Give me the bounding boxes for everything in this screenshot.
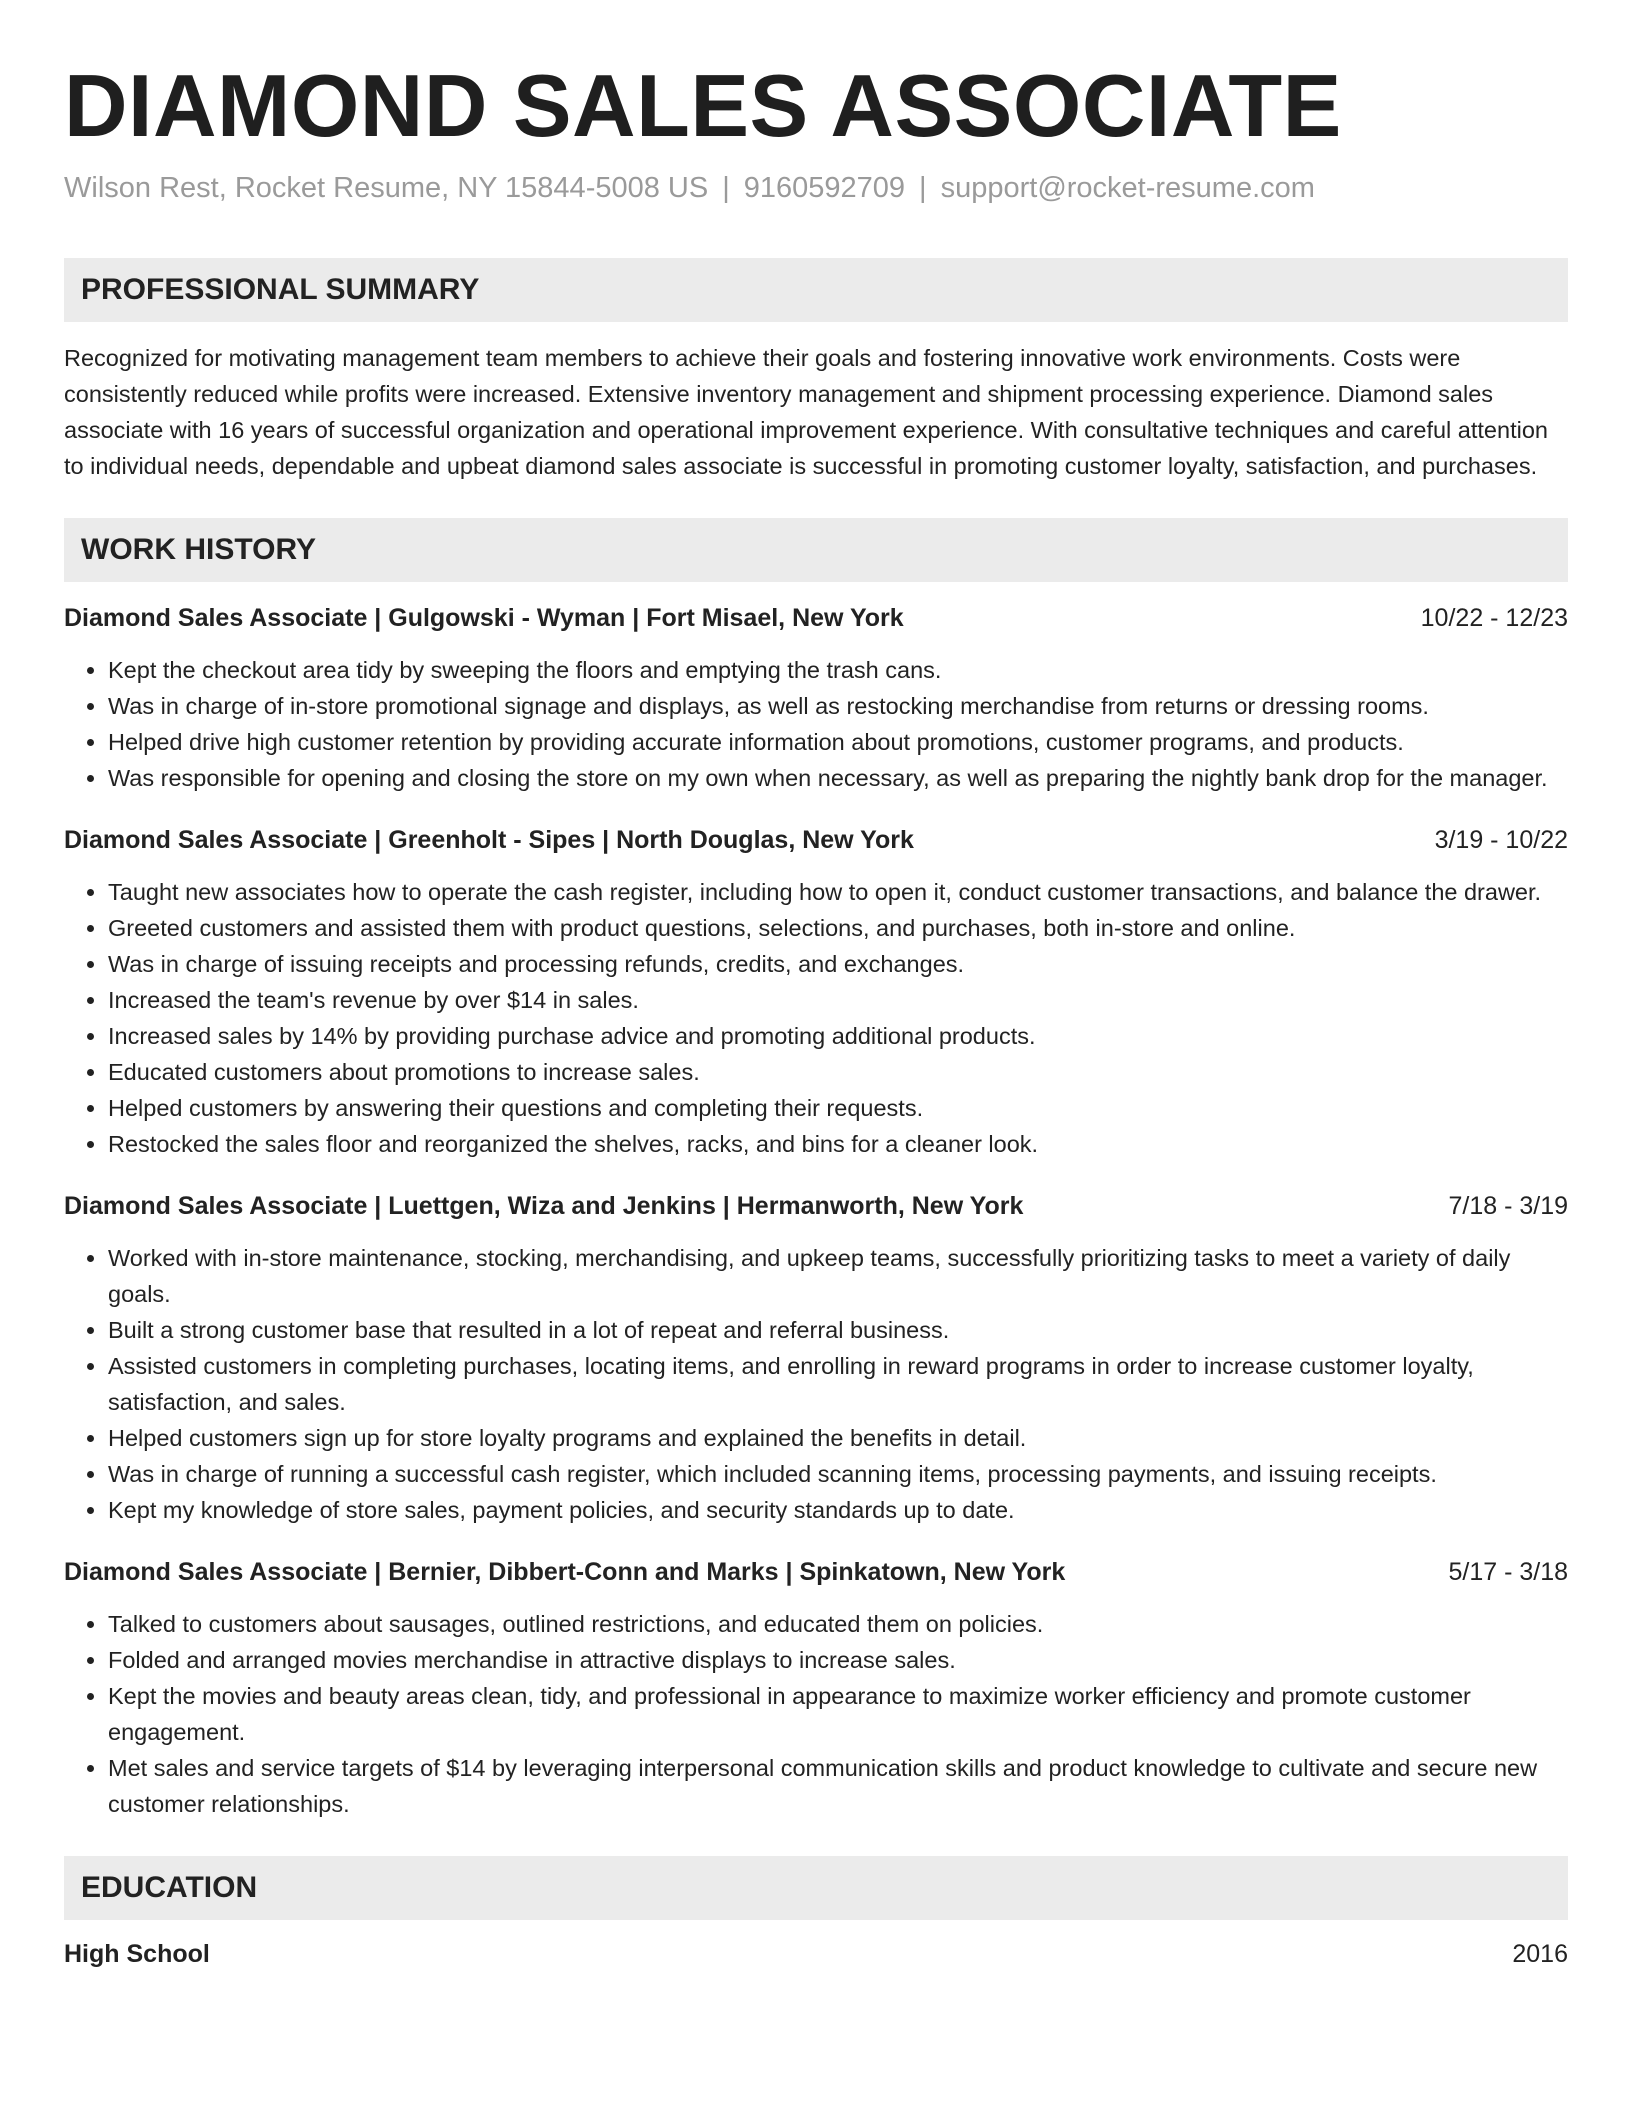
contact-phone: 9160592709	[743, 172, 906, 205]
job-bullet: • Was in charge of issuing receipts and processing refunds, credits, and exchanges.	[108, 946, 1568, 982]
job-dates: 5/17 - 3/18	[1448, 1557, 1568, 1586]
job-bullet: • Assisted customers in completing purchases, locating items, and enrolling in reward programs in order to increase customer loyalty, satisfaction, and sales.	[108, 1348, 1568, 1420]
job-title: Diamond Sales Associate | Luettgen, Wiza and Jenkins | Hermanworth, New York	[64, 1191, 1024, 1220]
job-entry	[64, 1554, 1568, 1822]
job-bullet: • Increased sales by 14% by providing purchase advice and promoting additional products.	[108, 1018, 1568, 1054]
education-year: 2016	[1512, 1939, 1568, 1968]
job-bullet: • Talked to customers about sausages, outlined restrictions, and educated them on policies.	[108, 1606, 1568, 1642]
contact-address: Wilson Rest, Rocket Resume, NY 15844-5008 US	[64, 172, 709, 205]
job-bullet: • Increased the team's revenue by over $14 in sales.	[108, 982, 1568, 1018]
job-dates: 10/22 - 12/23	[1420, 603, 1568, 632]
job-bullet: • Restocked the sales floor and reorganized the shelves, racks, and bins for a cleaner look.	[108, 1126, 1568, 1162]
section-header-work-history: WORK HISTORY	[64, 518, 1568, 582]
job-bullet: • Helped customers sign up for store loyalty programs and explained the benefits in detail.	[108, 1420, 1568, 1456]
job-bullet: • Kept the movies and beauty areas clean, tidy, and professional in appearance to maximize worker efficiency and promote customer engagement.	[108, 1678, 1568, 1750]
job-header	[64, 1554, 1568, 1590]
job-bullet: • Folded and arranged movies merchandise in attractive displays to increase sales.	[108, 1642, 1568, 1678]
education-title: High School	[64, 1939, 210, 1968]
education-entry	[64, 1936, 1568, 1972]
resume-title: DIAMOND SALES ASSOCIATE	[64, 56, 1342, 155]
contact-separator: |	[919, 172, 927, 205]
job-bullet: • Was in charge of running a successful cash register, which included scanning items, processing payments, and issuing receipts.	[108, 1456, 1568, 1492]
job-bullet: • Greeted customers and assisted them with product questions, selections, and purchases, both in-store and online.	[108, 910, 1568, 946]
job-bullet: • Built a strong customer base that resulted in a lot of repeat and referral business.	[108, 1312, 1568, 1348]
summary-text: Recognized for motivating management team members to achieve their goals and fostering innovative work environments. Costs were consistently reduced while profits were increased. Extensive inventory management and shipment processing experience. Diamond sales associate with 16 years of successful organization and operational improvement experience. With consultative techniques and careful attention to individual needs, dependable and upbeat diamond sales associate is successful in promoting customer loyalty, satisfaction, and purchases.	[64, 344, 1548, 479]
job-header	[64, 600, 1568, 636]
section-header-summary: PROFESSIONAL SUMMARY	[64, 258, 1568, 322]
job-bullet: • Met sales and service targets of $14 by leveraging interpersonal communication skills and product knowledge to cultivate and secure new customer relationships.	[108, 1750, 1568, 1822]
job-bullet: • Educated customers about promotions to increase sales.	[108, 1054, 1568, 1090]
job-bullets	[64, 1240, 1568, 1528]
job-bullet: • Was in charge of in-store promotional signage and displays, as well as restocking merchandise from returns or dressing rooms.	[108, 688, 1568, 724]
section-header-education: EDUCATION	[64, 1856, 1568, 1920]
job-entry	[64, 600, 1568, 796]
job-entry	[64, 822, 1568, 1162]
job-title: Diamond Sales Associate | Gulgowski - Wyman | Fort Misael, New York	[64, 603, 904, 632]
job-dates: 3/19 - 10/22	[1434, 825, 1568, 854]
job-bullets	[64, 1606, 1568, 1822]
contact-email: support@rocket-resume.com	[940, 172, 1315, 205]
job-bullets	[64, 652, 1568, 796]
job-bullet: • Was responsible for opening and closing the store on my own when necessary, as well as preparing the nightly bank drop for the manager.	[108, 760, 1568, 796]
job-bullet: • Helped customers by answering their questions and completing their requests.	[108, 1090, 1568, 1126]
job-entry	[64, 1188, 1568, 1528]
job-bullet: • Worked with in-store maintenance, stocking, merchandising, and upkeep teams, successfully prioritizing tasks to meet a variety of daily goals.	[108, 1240, 1568, 1312]
job-title: Diamond Sales Associate | Bernier, Dibbert-Conn and Marks | Spinkatown, New York	[64, 1557, 1066, 1586]
job-bullet: • Kept the checkout area tidy by sweeping the floors and emptying the trash cans.	[108, 652, 1568, 688]
job-bullets	[64, 874, 1568, 1162]
job-title: Diamond Sales Associate | Greenholt - Sipes | North Douglas, New York	[64, 825, 914, 854]
job-bullet: • Kept my knowledge of store sales, payment policies, and security standards up to date.	[108, 1492, 1568, 1528]
job-bullet: • Helped drive high customer retention by providing accurate information about promotions, customer programs, and products.	[108, 724, 1568, 760]
job-header	[64, 822, 1568, 858]
job-header	[64, 1188, 1568, 1224]
job-dates: 7/18 - 3/19	[1448, 1191, 1568, 1220]
contact-line	[64, 171, 1568, 206]
job-bullet: • Taught new associates how to operate the cash register, including how to open it, conduct customer transactions, and balance the drawer.	[108, 874, 1568, 910]
contact-separator: |	[722, 172, 730, 205]
